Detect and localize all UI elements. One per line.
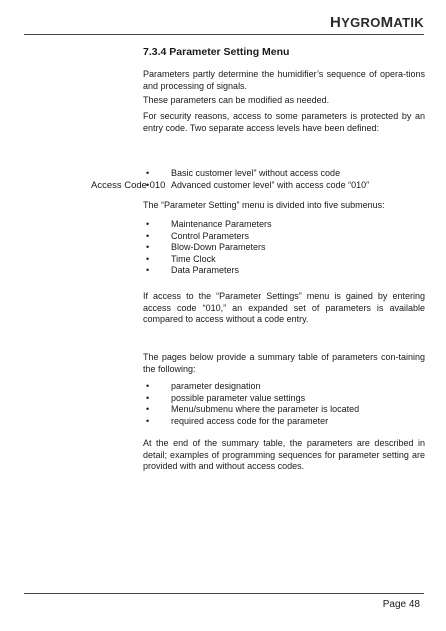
modifiable-paragraph: These parameters can be modified as needed. [143, 95, 330, 105]
section-heading: 7.3.4 Parameter Setting Menu [143, 46, 290, 58]
summary-intro: The pages below provide a summary table of parameters con-taining the following: [143, 352, 425, 374]
page-number: Page 48 [382, 599, 420, 610]
submenu-item: • Control Parameters [143, 231, 425, 243]
submenu-item: • Maintenance Parameters [143, 219, 425, 231]
summary-item: • Menu/submenu where the parameter is located [143, 404, 425, 416]
security-paragraph: For security reasons, access to some parameters is protected by an entry code. Two separate access levels have been defined: [143, 111, 425, 133]
submenus-intro: The “Parameter Setting” menu is divided into five submenus: [143, 200, 385, 210]
access-level-list [143, 168, 425, 191]
submenu-item: • Data Parameters [143, 265, 425, 277]
hygromatik-logo: HYGROMATIK [330, 14, 424, 31]
access-code-label: Access Code 010 [91, 180, 166, 191]
summary-item: • parameter designation [143, 381, 425, 393]
intro-paragraph: Parameters partly determine the humidifier’s sequence of opera-tions and processing of signals. [143, 69, 425, 91]
access-code-paragraph: If access to the “Parameter Settings” menu is gained by entering access code “010,” an expanded set of parameters is available compared to access without a code entry. [143, 291, 425, 325]
access-level-item: • Advanced customer level” with access code “010” [143, 180, 425, 192]
access-level-item: • Basic customer level” without access code [143, 168, 425, 180]
summary-list [143, 381, 425, 427]
header-rule [24, 34, 424, 35]
summary-item: • possible parameter value settings [143, 393, 425, 405]
submenu-item: • Time Clock [143, 254, 425, 266]
summary-item: • required access code for the parameter [143, 416, 425, 428]
footer-rule [24, 593, 424, 594]
submenu-item: • Blow-Down Parameters [143, 242, 425, 254]
closing-paragraph: At the end of the summary table, the parameters are described in detail; examples of programming sequences for parameter setting are provided with and without access codes. [143, 438, 425, 472]
submenu-list [143, 219, 425, 277]
